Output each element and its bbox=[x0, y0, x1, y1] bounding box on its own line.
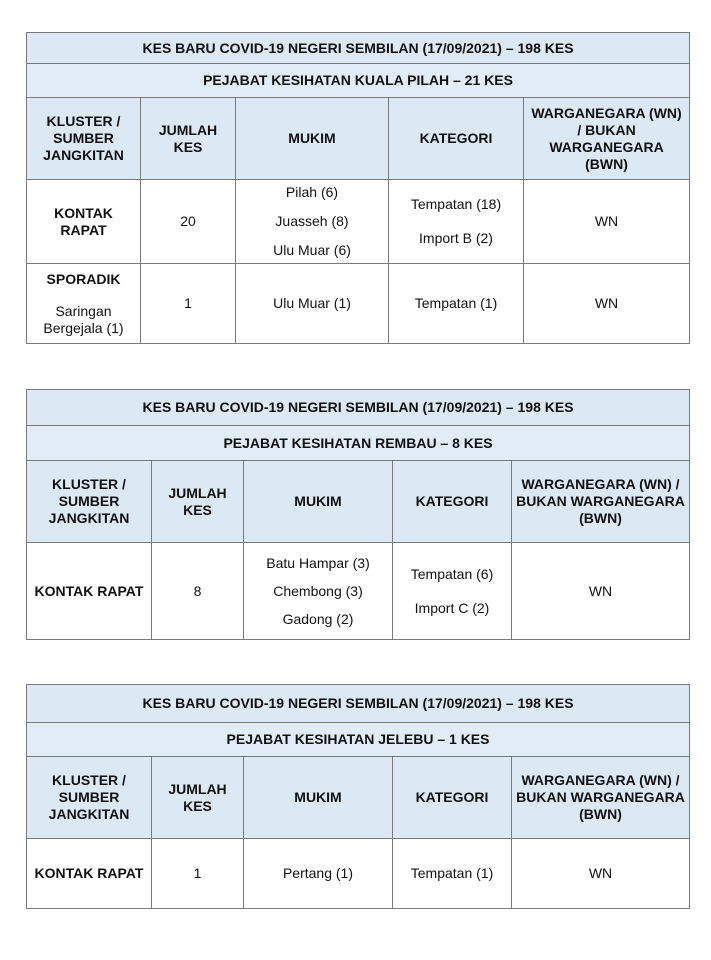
header-wn: WARGANEGARA (WN) / BUKAN WARGANEGARA (BWN) bbox=[524, 98, 690, 180]
cell-jumlah: 1 bbox=[152, 839, 244, 909]
table-title: KES BARU COVID-19 NEGERI SEMBILAN (17/09/2021) – 198 KES bbox=[27, 390, 690, 426]
header-mukim: MUKIM bbox=[244, 461, 393, 543]
cell-kluster: KONTAK RAPAT bbox=[27, 543, 152, 640]
cell-kluster: KONTAK RAPAT bbox=[27, 839, 152, 909]
cell-wn: WN bbox=[512, 543, 690, 640]
table-title: KES BARU COVID-19 NEGERI SEMBILAN (17/09/2021) – 198 KES bbox=[27, 33, 690, 64]
cell-mukim bbox=[236, 180, 389, 264]
header-jumlah: JUMLAH KES bbox=[141, 98, 236, 180]
header-jumlah: JUMLAH KES bbox=[152, 461, 244, 543]
cell-kluster bbox=[27, 264, 141, 344]
header-jumlah: JUMLAH KES bbox=[152, 757, 244, 839]
kluster-label: SPORADIK bbox=[46, 270, 121, 287]
header-mukim: MUKIM bbox=[244, 757, 393, 839]
header-wn: WARGANEGARA (WN) / BUKAN WARGANEGARA (BWN) bbox=[512, 757, 690, 839]
table-rembau bbox=[26, 389, 690, 640]
mukim-item: Juasseh (8) bbox=[275, 213, 349, 229]
table-row bbox=[27, 180, 690, 264]
header-kluster: KLUSTER / SUMBER JANGKITAN bbox=[27, 98, 141, 180]
header-kategori: KATEGORI bbox=[389, 98, 524, 180]
table-kuala-pilah bbox=[26, 32, 690, 344]
header-mukim: MUKIM bbox=[236, 98, 389, 180]
table-subtitle: PEJABAT KESIHATAN JELEBU – 1 KES bbox=[27, 723, 690, 757]
cell-kategori: Tempatan (1) bbox=[393, 839, 512, 909]
header-kategori: KATEGORI bbox=[393, 461, 512, 543]
header-kluster: KLUSTER / SUMBER JANGKITAN bbox=[27, 757, 152, 839]
table-subtitle: PEJABAT KESIHATAN REMBAU – 8 KES bbox=[27, 426, 690, 461]
cell-jumlah: 1 bbox=[141, 264, 236, 344]
cell-kategori bbox=[393, 543, 512, 640]
kategori-item: Import C (2) bbox=[414, 599, 490, 616]
table-row bbox=[27, 264, 690, 344]
cell-wn: WN bbox=[524, 264, 690, 344]
cell-mukim: Ulu Muar (1) bbox=[236, 264, 389, 344]
table-jelebu bbox=[26, 684, 690, 909]
kategori-item: Import B (2) bbox=[419, 230, 493, 246]
mukim-item: Chembong (3) bbox=[273, 582, 363, 599]
header-wn: WARGANEGARA (WN) / BUKAN WARGANEGARA (BWN) bbox=[512, 461, 690, 543]
cell-jumlah: 20 bbox=[141, 180, 236, 264]
header-kluster: KLUSTER / SUMBER JANGKITAN bbox=[27, 461, 152, 543]
mukim-item: Ulu Muar (6) bbox=[273, 242, 351, 258]
kategori-item: Tempatan (18) bbox=[410, 196, 502, 212]
table-row bbox=[27, 839, 690, 909]
mukim-item: Batu Hampar (3) bbox=[266, 554, 370, 571]
kluster-detail: Saringan Bergejala (1) bbox=[43, 302, 124, 336]
mukim-item: Gadong (2) bbox=[282, 610, 354, 627]
cell-kategori bbox=[389, 180, 524, 264]
table-title: KES BARU COVID-19 NEGERI SEMBILAN (17/09/2021) – 198 KES bbox=[27, 685, 690, 723]
kategori-item: Tempatan (6) bbox=[410, 565, 494, 582]
cell-wn: WN bbox=[512, 839, 690, 909]
header-kategori: KATEGORI bbox=[393, 757, 512, 839]
table-row bbox=[27, 543, 690, 640]
cell-wn: WN bbox=[524, 180, 690, 264]
cell-jumlah: 8 bbox=[152, 543, 244, 640]
table-subtitle: PEJABAT KESIHATAN KUALA PILAH – 21 KES bbox=[27, 64, 690, 98]
cell-kluster: KONTAK RAPAT bbox=[27, 180, 141, 264]
cell-mukim: Pertang (1) bbox=[244, 839, 393, 909]
cell-kategori: Tempatan (1) bbox=[389, 264, 524, 344]
mukim-item: Pilah (6) bbox=[285, 184, 339, 200]
cell-mukim bbox=[244, 543, 393, 640]
